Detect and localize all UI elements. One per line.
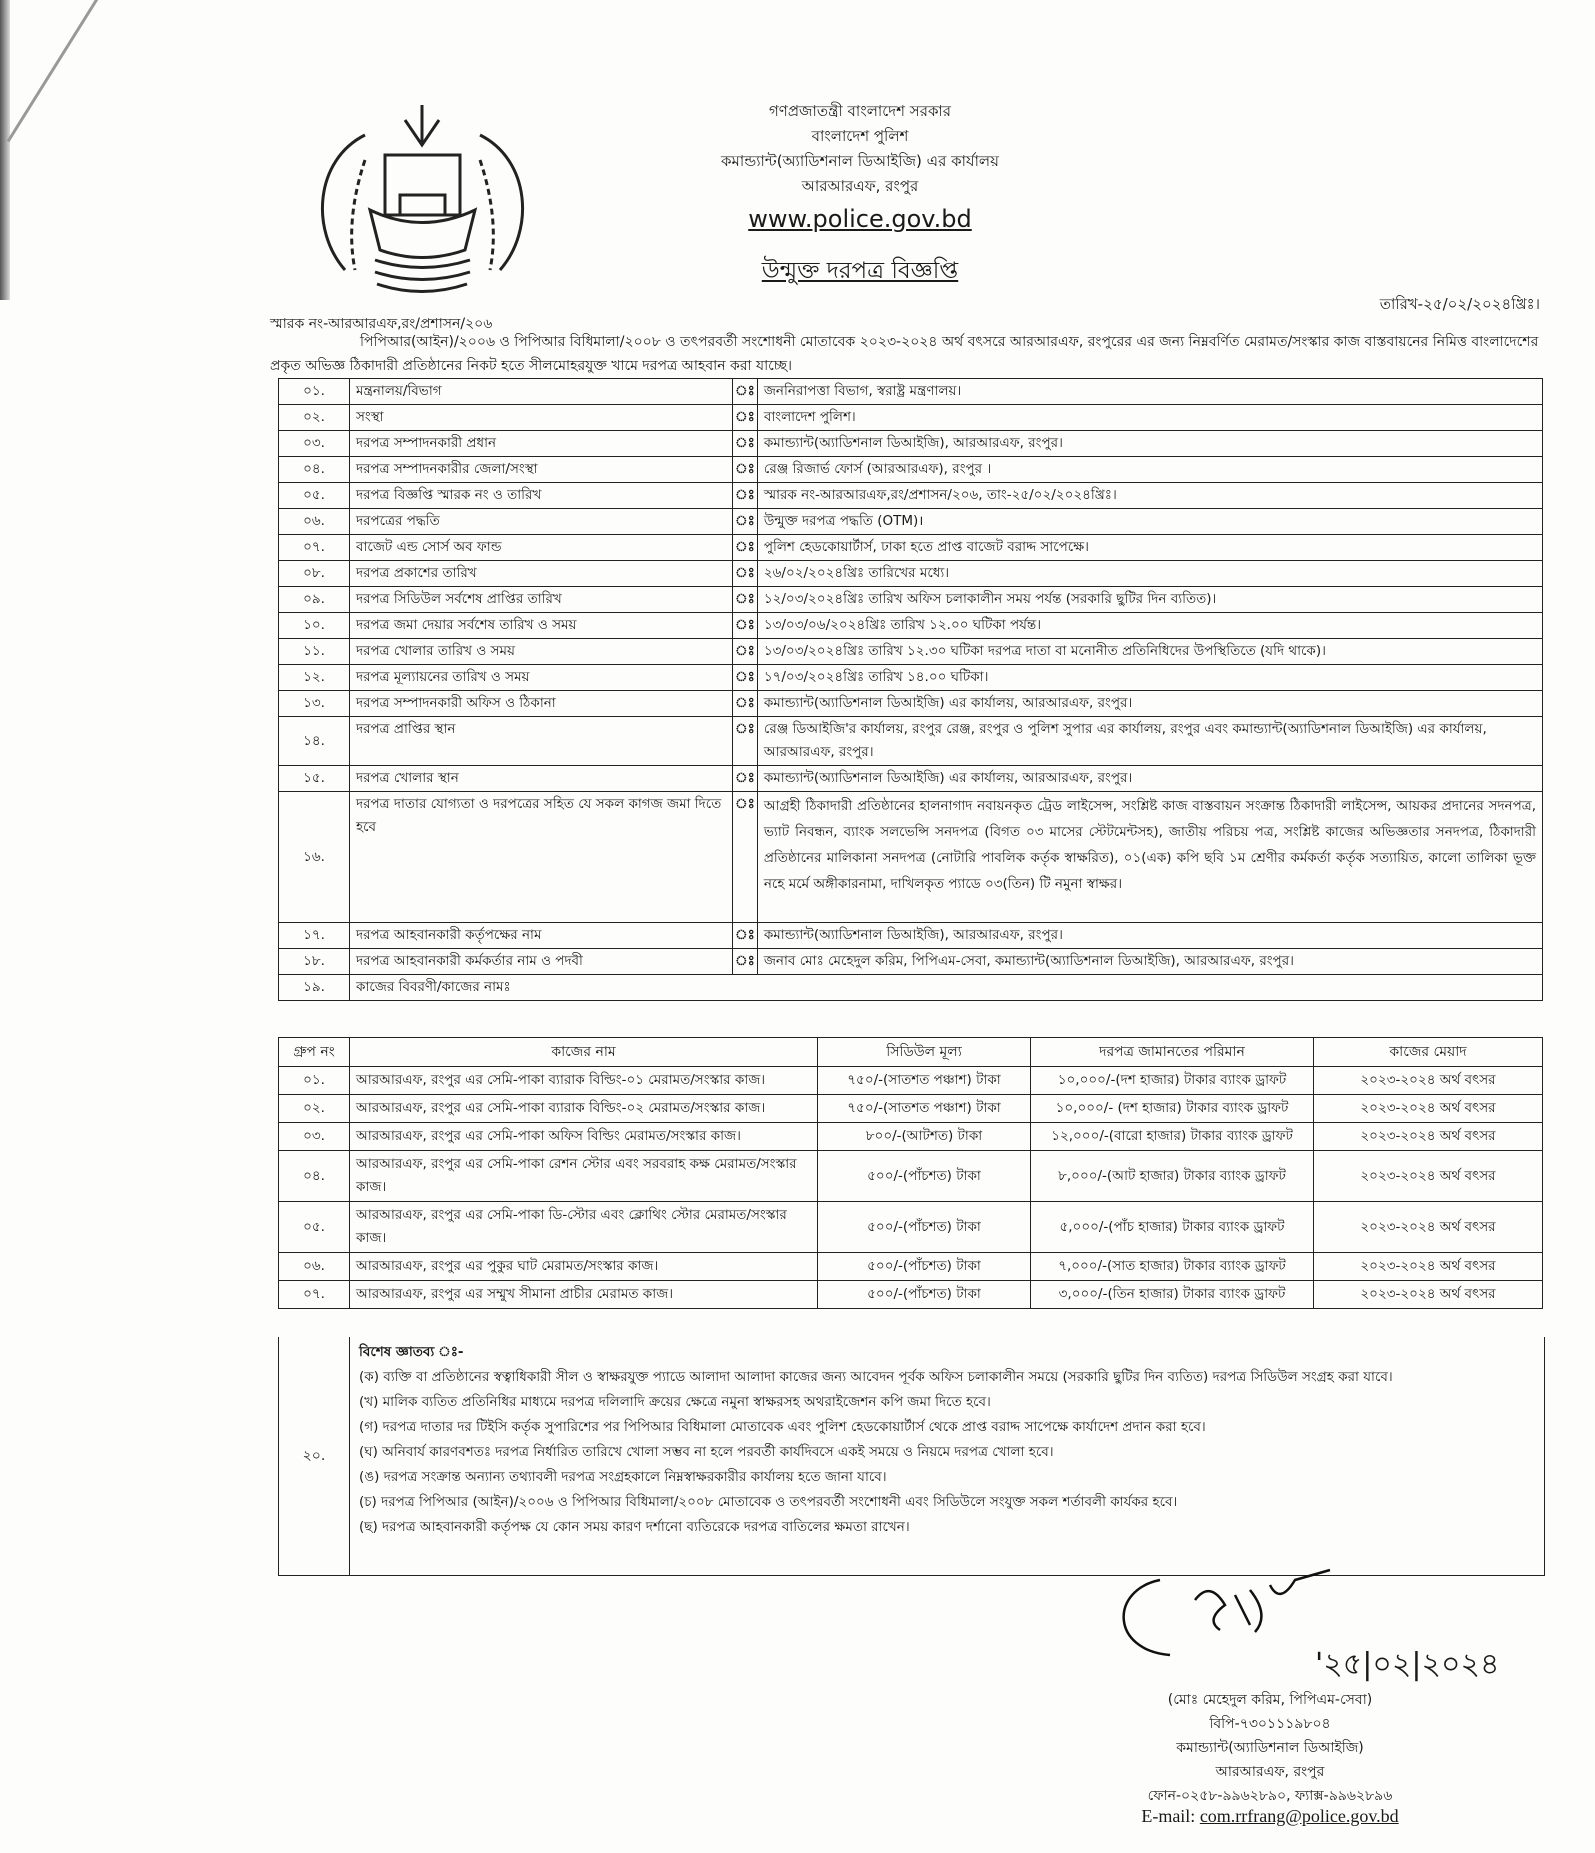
row-number: ১০. bbox=[279, 613, 350, 639]
row-number: ০৯. bbox=[279, 587, 350, 613]
signatory-designation: কমান্ড্যান্ট(অ্যাডিশনাল ডিআইজি) bbox=[1176, 1740, 1364, 1756]
row-number: ১১. bbox=[279, 639, 350, 665]
row-label: দরপত্রের পদ্ধতি bbox=[350, 509, 733, 535]
colon-separator: ঃ bbox=[733, 561, 758, 587]
colon-separator: ঃ bbox=[733, 639, 758, 665]
note-item: (গ) দরপত্র দাতার দর টিইসি কর্তৃক সুপারিশের পর পিপিআর বিধিমালা মোতাবেক এবং পুলিশ হেডকোয়ার্টার্স থেকে প্রাপ্ত বরাদ্দ সাপেক্ষে কার্যাদেশ প্রদান করা হবে। bbox=[359, 1419, 1206, 1435]
info-row bbox=[279, 792, 1543, 923]
row-value: জনাব মোঃ মেহেদুল করিম, পিপিএম-সেবা, কমান্ড্যান্ট(অ্যাডিশনাল ডিআইজি), আরআরএফ, রংপুর। bbox=[757, 949, 1542, 975]
memo-number: স্মারক নং-আরআরএফ,রং/প্রশাসন/২০৬ bbox=[270, 316, 493, 332]
work-duration: ২০২৩-২০২৪ অর্থ বৎসর bbox=[1314, 1281, 1543, 1309]
row-number: ০৮. bbox=[279, 561, 350, 587]
group-number: ০৭. bbox=[279, 1281, 350, 1309]
group-number: ০২. bbox=[279, 1095, 350, 1123]
schedule-price: ৫০০/-(পাঁচশত) টাকা bbox=[818, 1202, 1031, 1253]
row-number: ১৩. bbox=[279, 691, 350, 717]
security-amount: ১০,০০০/- (দশ হাজার) টাকার ব্যাংক ড্রাফট bbox=[1031, 1095, 1314, 1123]
row-number: ২০. bbox=[279, 1337, 350, 1575]
group-number: ০৩. bbox=[279, 1123, 350, 1151]
row-value: ১৩/০৩/২০২৪খ্রিঃ তারিখ ১২.৩০ ঘটিকা দরপত্র দাতা বা মনোনীত প্রতিনিধিদের উপস্থিতিতে (যদি থাকে)। bbox=[757, 639, 1542, 665]
work-row bbox=[279, 1067, 1543, 1095]
row-label: দরপত্র সিডিউল সর্বশেষ প্রাপ্তির তারিখ bbox=[350, 587, 733, 613]
group-number: ০৪. bbox=[279, 1151, 350, 1202]
row-label: দরপত্র মূল্যায়নের তারিখ ও সময় bbox=[350, 665, 733, 691]
schedule-price: ৮০০/-(আটশত) টাকা bbox=[818, 1123, 1031, 1151]
row-value: ২৬/০২/২০২৪খ্রিঃ তারিখের মধ্যে। bbox=[757, 561, 1542, 587]
info-row bbox=[279, 587, 1543, 613]
work-duration: ২০২৩-২০২৪ অর্থ বৎসর bbox=[1314, 1067, 1543, 1095]
row-value: রেঞ্জ রিজার্ভ ফোর্স (আরআরএফ), রংপুর । bbox=[757, 457, 1542, 483]
office-location: আরআরএফ, রংপুর bbox=[801, 177, 919, 195]
info-row bbox=[279, 639, 1543, 665]
signatory-name: (মোঃ মেহেদুল করিম, পিপিএম-সেবা) bbox=[1167, 1692, 1373, 1708]
colon-separator: ঃ bbox=[733, 587, 758, 613]
schedule-price: ৭৫০/-(সাতশত পঞ্চাশ) টাকা bbox=[818, 1095, 1031, 1123]
security-amount: ৭,০০০/-(সাত হাজার) টাকার ব্যাংক ড্রাফট bbox=[1031, 1253, 1314, 1281]
row-label: মন্ত্রনালয়/বিভাগ bbox=[350, 379, 733, 405]
security-amount: ৩,০০০/-(তিন হাজার) টাকার ব্যাংক ড্রাফট bbox=[1031, 1281, 1314, 1309]
row-value: রেঞ্জ ডিআইজি'র কার্যালয়, রংপুর রেঞ্জ, রংপুর ও পুলিশ সুপার এর কার্যালয়, রংপুর এবং কমান্ড্যান্ট(অ্যাডিশনাল ডিআইজি) এর কার্যালয়, আরআরএফ, রংপুর। bbox=[757, 717, 1542, 766]
info-row bbox=[279, 509, 1543, 535]
schedule-price: ৭৫০/-(সাতশত পঞ্চাশ) টাকা bbox=[818, 1067, 1031, 1095]
row-number: ০১. bbox=[279, 379, 350, 405]
colon-separator: ঃ bbox=[733, 766, 758, 792]
row-label: দরপত্র প্রাপ্তির স্থান bbox=[350, 717, 733, 766]
row-value: উন্মুক্ত দরপত্র পদ্ধতি (OTM)। bbox=[757, 509, 1542, 535]
schedule-price: ৫০০/-(পাঁচশত) টাকা bbox=[818, 1253, 1031, 1281]
row-number: ০৬. bbox=[279, 509, 350, 535]
info-row bbox=[279, 691, 1543, 717]
info-row bbox=[279, 717, 1543, 766]
note-item: (ঘ) অনিবার্য কারণবশতঃ দরপত্র নির্ধারিত তারিখে খোলা সম্ভব না হলে পরবর্তী কার্যদিবসে একই সময়ে ও নিয়মে দরপত্র খোলা হবে। bbox=[359, 1444, 1054, 1460]
tender-info-table bbox=[278, 378, 1543, 1001]
group-number: ০৫. bbox=[279, 1202, 350, 1253]
info-row bbox=[279, 665, 1543, 691]
colon-separator: ঃ bbox=[733, 457, 758, 483]
department-name: বাংলাদেশ পুলিশ bbox=[811, 127, 909, 145]
row-label: দরপত্র খোলার স্থান bbox=[350, 766, 733, 792]
signature-date: '২৫|০২|২০২৪ bbox=[1315, 1647, 1500, 1682]
signatory-phone: ফোন-০২৫৮-৯৯৬২৮৯০, ফ্যাক্স-৯৯৬২৮৯৬ bbox=[1147, 1788, 1393, 1804]
colon-separator: ঃ bbox=[733, 483, 758, 509]
row-number: ১৫. bbox=[279, 766, 350, 792]
row-label: দরপত্র বিজ্ঞপ্তি স্মারক নং ও তারিখ bbox=[350, 483, 733, 509]
note-item: (ক) ব্যক্তি বা প্রতিষ্ঠানের স্বত্বাধিকারী সীল ও স্বাক্ষরযুক্ত প্যাডে আলাদা আলাদা কাজের জন্য আবেদন পূর্বক অফিস চলাকালীন সময়ে (সরকারি ছুটির দিন ব্যতিত) দরপত্র সিডিউল সংগ্রহ করা যাবে। bbox=[359, 1369, 1393, 1385]
info-row bbox=[279, 766, 1543, 792]
info-row bbox=[279, 535, 1543, 561]
security-amount: ১২,০০০/-(বারো হাজার) টাকার ব্যাংক ড্রাফট bbox=[1031, 1123, 1314, 1151]
row-number: ০৪. bbox=[279, 457, 350, 483]
header-schedule-price: সিডিউল মূল্য bbox=[818, 1038, 1031, 1067]
row-label: দরপত্র দাতার যোগ্যতা ও দরপত্রের সহিত যে সকল কাগজ জমা দিতে হবে bbox=[350, 792, 733, 923]
work-row bbox=[279, 1151, 1543, 1202]
scan-edge-shadow bbox=[0, 0, 10, 300]
colon-separator: ঃ bbox=[733, 613, 758, 639]
row-number: ১৭. bbox=[279, 923, 350, 949]
row-value: ১৭/০৩/২০২৪খ্রিঃ তারিখ ১৪.০০ ঘটিকা। bbox=[757, 665, 1542, 691]
row-value: স্মারক নং-আরআরএফ,রং/প্রশাসন/২০৬, তাং-২৫/০২/২০২৪খ্রিঃ। bbox=[757, 483, 1542, 509]
colon-separator: ঃ bbox=[733, 379, 758, 405]
row-label: দরপত্র জমা দেয়ার সর্বশেষ তারিখ ও সময় bbox=[350, 613, 733, 639]
signatory-office: আরআরএফ, রংপুর bbox=[1215, 1764, 1325, 1780]
signatory-email-line bbox=[1090, 1806, 1450, 1827]
row-value: কমান্ড্যান্ট(অ্যাডিশনাল ডিআইজি) এর কার্যালয়, আরআরএফ, রংপুর। bbox=[757, 766, 1542, 792]
colon-separator: ঃ bbox=[733, 405, 758, 431]
row-value: পুলিশ হেডকোয়ার্টার্স, ঢাকা হতে প্রাপ্ত বাজেট বরাদ্দ সাপেক্ষে। bbox=[757, 535, 1542, 561]
note-item: (চ) দরপত্র পিপিআর (আইন)/২০০৬ ও পিপিআর বিধিমালা/২০০৮ মোতাবেক ও তৎপরবর্তী সংশোধনী এবং সিডিউলে সংযুক্ত সকল শর্তাবলী কার্যকর হবে। bbox=[359, 1494, 1178, 1510]
email-label: E-mail: bbox=[1141, 1806, 1200, 1826]
work-name: আরআরএফ, রংপুর এর সেমি-পাকা ব্যারাক বিল্ডিং-০২ মেরামত/সংস্কার কাজ। bbox=[350, 1095, 818, 1123]
signatory-bp: বিপি-৭৩০১১১৯৮০৪ bbox=[1209, 1716, 1331, 1732]
row-number: ০৫. bbox=[279, 483, 350, 509]
work-row bbox=[279, 1095, 1543, 1123]
row-value: ১৩/০৩/০৬/২০২৪খ্রিঃ তারিখ ১২.০০ ঘটিকা পর্যন্ত। bbox=[757, 613, 1542, 639]
work-name: আরআরএফ, রংপুর এর পুকুর ঘাট মেরামত/সংস্কার কাজ। bbox=[350, 1253, 818, 1281]
security-amount: ১০,০০০/-(দশ হাজার) টাকার ব্যাংক ড্রাফট bbox=[1031, 1067, 1314, 1095]
row-label: কাজের বিবরণী/কাজের নামঃ bbox=[350, 975, 1543, 1001]
row-number: ০২. bbox=[279, 405, 350, 431]
work-name: আরআরএফ, রংপুর এর সেমি-পাকা ব্যারাক বিল্ডিং-০১ মেরামত/সংস্কার কাজ। bbox=[350, 1067, 818, 1095]
row-label: দরপত্র সম্পাদনকারী অফিস ও ঠিকানা bbox=[350, 691, 733, 717]
row-label: দরপত্র আহবানকারী কর্তৃপক্ষের নাম bbox=[350, 923, 733, 949]
info-row bbox=[279, 613, 1543, 639]
group-number: ০১. bbox=[279, 1067, 350, 1095]
work-name: আরআরএফ, রংপুর এর সেমি-পাকা রেশন স্টোর এবং সরবরাহ কক্ষ মেরামত/সংস্কার কাজ। bbox=[350, 1151, 818, 1202]
row-number: ১৮. bbox=[279, 949, 350, 975]
row-number: ১২. bbox=[279, 665, 350, 691]
row-value: বাংলাদেশ পুলিশ। bbox=[757, 405, 1542, 431]
group-number: ০৬. bbox=[279, 1253, 350, 1281]
row-value: কমান্ড্যান্ট(অ্যাডিশনাল ডিআইজি), আরআরএফ, রংপুর। bbox=[757, 431, 1542, 457]
row-label: দরপত্র আহবানকারী কর্মকর্তার নাম ও পদবী bbox=[350, 949, 733, 975]
work-duration: ২০২৩-২০২৪ অর্থ বৎসর bbox=[1314, 1123, 1543, 1151]
special-notes bbox=[278, 1337, 1545, 1576]
colon-separator: ঃ bbox=[733, 431, 758, 457]
work-duration: ২০২৩-২০২৪ অর্থ বৎসর bbox=[1314, 1151, 1543, 1202]
work-row bbox=[279, 1281, 1543, 1309]
note-item: (ছ) দরপত্র আহবানকারী কর্তৃপক্ষ যে কোন সময় কারণ দর্শানো ব্যতিরেকে দরপত্র বাতিলের ক্ষমতা রাখেন। bbox=[359, 1519, 910, 1535]
work-duration: ২০২৩-২০২৪ অর্থ বৎসর bbox=[1314, 1253, 1543, 1281]
colon-separator: ঃ bbox=[733, 717, 758, 766]
schedule-price: ৫০০/-(পাঁচশত) টাকা bbox=[818, 1281, 1031, 1309]
info-row bbox=[279, 483, 1543, 509]
row-number: ০৭. bbox=[279, 535, 350, 561]
page-title: উন্মুক্ত দরপত্র বিজ্ঞপ্তি bbox=[761, 258, 959, 284]
info-row bbox=[279, 949, 1543, 975]
info-row bbox=[279, 379, 1543, 405]
row-label: বাজেট এন্ড সোর্স অব ফান্ড bbox=[350, 535, 733, 561]
notes-heading: বিশেষ জ্ঞাতব্য ঃ- bbox=[359, 1344, 464, 1360]
colon-separator: ঃ bbox=[733, 923, 758, 949]
work-duration: ২০২৩-২০২৪ অর্থ বৎসর bbox=[1314, 1095, 1543, 1123]
row-value: জননিরাপত্তা বিভাগ, স্বরাষ্ট্র মন্ত্রণালয়। bbox=[757, 379, 1542, 405]
row-value: কমান্ড্যান্ট(অ্যাডিশনাল ডিআইজি), আরআরএফ, রংপুর। bbox=[757, 923, 1542, 949]
row-label: দরপত্র প্রকাশের তারিখ bbox=[350, 561, 733, 587]
email-link[interactable]: com.rrfrang@police.gov.bd bbox=[1199, 1806, 1399, 1826]
bangladesh-police-emblem-icon bbox=[305, 100, 540, 305]
security-amount: ৫,০০০/-(পাঁচ হাজার) টাকার ব্যাংক ড্রাফট bbox=[1031, 1202, 1314, 1253]
schedule-price: ৫০০/-(পাঁচশত) টাকা bbox=[818, 1151, 1031, 1202]
work-name: আরআরএফ, রংপুর এর সম্মুখ সীমানা প্রাচীর মেরামত কাজ। bbox=[350, 1281, 818, 1309]
govt-name: গণপ্রজাতন্ত্রী বাংলাদেশ সরকার bbox=[768, 102, 952, 120]
security-amount: ৮,০০০/-(আট হাজার) টাকার ব্যাংক ড্রাফট bbox=[1031, 1151, 1314, 1202]
row-label: দরপত্র খোলার তারিখ ও সময় bbox=[350, 639, 733, 665]
row-number: ১৯. bbox=[279, 975, 350, 1001]
colon-separator: ঃ bbox=[733, 792, 758, 923]
work-row bbox=[279, 1202, 1543, 1253]
row-label: দরপত্র সম্পাদনকারী প্রধান bbox=[350, 431, 733, 457]
info-row bbox=[279, 561, 1543, 587]
info-row bbox=[279, 431, 1543, 457]
works-header-row bbox=[279, 1038, 1543, 1067]
header-duration: কাজের মেয়াদ bbox=[1314, 1038, 1543, 1067]
colon-separator: ঃ bbox=[733, 535, 758, 561]
info-row bbox=[279, 457, 1543, 483]
work-row bbox=[279, 1253, 1543, 1281]
info-row bbox=[279, 923, 1543, 949]
info-row bbox=[279, 405, 1543, 431]
website-link[interactable]: www.police.gov.bd bbox=[748, 205, 972, 233]
note-item: (ঙ) দরপত্র সংক্রান্ত অন্যান্য তথ্যাবলী দরপত্র সংগ্রহকালে নিম্নস্বাক্ষরকারীর কার্যালয় হতে জানা যাবে। bbox=[359, 1469, 887, 1485]
colon-separator: ঃ bbox=[733, 665, 758, 691]
office-name: কমান্ড্যান্ট(অ্যাডিশনাল ডিআইজি) এর কার্যালয় bbox=[721, 152, 999, 170]
work-name: আরআরএফ, রংপুর এর সেমি-পাকা অফিস বিল্ডিং মেরামত/সংস্কার কাজ। bbox=[350, 1123, 818, 1151]
row-label: সংস্থা bbox=[350, 405, 733, 431]
note-item: (খ) মালিক ব্যতিত প্রতিনিধির মাধ্যমে দরপত্র দলিলাদি ক্রয়ের ক্ষেত্রে নমুনা স্বাক্ষরসহ অথরাইজেশন কপি জমা দিতে হবে। bbox=[359, 1394, 991, 1410]
intro-paragraph: পিপিআর(আইন)/২০০৬ ও পিপিআর বিধিমালা/২০০৮ ও তৎপরবর্তী সংশোধনী মোতাবেক ২০২৩-২০২৪ অর্থ বৎসরে আরআরএফ, রংপুরের এর জন্য নিম্নবর্ণিত মেরামত/সংস্কার কাজ বাস্তবায়নের নিমিত্ত বাংলাদেশের প্রকৃত অভিজ্ঞ ঠিকাদারী প্রতিষ্ঠানের নিকট হতে সীলমোহরযুক্ত খামে দরপত্র আহবান করা যাচ্ছে। bbox=[270, 334, 1539, 374]
colon-separator: ঃ bbox=[733, 949, 758, 975]
row-number: ১৪. bbox=[279, 717, 350, 766]
work-name: আরআরএফ, রংপুর এর সেমি-পাকা ডি-স্টোর এবং ক্লোথিং স্টোর মেরামত/সংস্কার কাজ। bbox=[350, 1202, 818, 1253]
work-row bbox=[279, 1123, 1543, 1151]
colon-separator: ঃ bbox=[733, 691, 758, 717]
scan-mark bbox=[7, 0, 100, 142]
works-table bbox=[278, 1037, 1543, 1309]
row-label: দরপত্র সম্পাদনকারীর জেলা/সংস্থা bbox=[350, 457, 733, 483]
notice-date: তারিখ-২৫/০২/২০২৪খ্রিঃ। bbox=[1379, 295, 1540, 313]
work-duration: ২০২৩-২০২৪ অর্থ বৎসর bbox=[1314, 1202, 1543, 1253]
row-value: আগ্রহী ঠিকাদারী প্রতিষ্ঠানের হালনাগাদ নবায়নকৃত ট্রেড লাইসেন্স, সংশ্লিষ্ট কাজ বাস্তবায়ন সংক্রান্ত ঠিকাদারী লাইসেন্স, আয়কর প্রদানের সদনপত্র, ভ্যাট নিবন্ধন, ব্যাংক সলভেন্সি সনদপত্র (বিগত ০৩ মাসের স্টেটমেন্টসহ), জাতীয় পরিচয় পত্র, সংশ্লিষ্ট কাজের অভিজ্ঞতার সনদপত্র, ঠিকাদারী প্রতিষ্ঠানের মালিকানা সনদপত্র (নোটারি পাবলিক কর্তৃক স্বাক্ষরিত), ০১(এক) কপি ছবি ১ম শ্রেণীর কর্মকর্তা কর্তৃক সত্যায়িত, কালো তালিকা ভূক্ত নহে মর্মে অঙ্গীকারনামা, দাখিলকৃত প্যাডে ০৩(তিন) টি নমুনা স্বাক্ষর। bbox=[757, 792, 1542, 923]
header-work-name: কাজের নাম bbox=[350, 1038, 818, 1067]
header-security-amount: দরপত্র জামানতের পরিমান bbox=[1031, 1038, 1314, 1067]
colon-separator: ঃ bbox=[733, 509, 758, 535]
row-value: ১২/০৩/২০২৪খ্রিঃ তারিখ অফিস চলাকালীন সময় পর্যন্ত (সরকারি ছুটির দিন ব্যতিত)। bbox=[757, 587, 1542, 613]
header-group-no: গ্রুপ নং bbox=[279, 1038, 350, 1067]
row-number: ১৬. bbox=[279, 792, 350, 923]
info-row bbox=[279, 975, 1543, 1001]
row-number: ০৩. bbox=[279, 431, 350, 457]
row-value: কমান্ড্যান্ট(অ্যাডিশনাল ডিআইজি) এর কার্যালয়, আরআরএফ, রংপুর। bbox=[757, 691, 1542, 717]
